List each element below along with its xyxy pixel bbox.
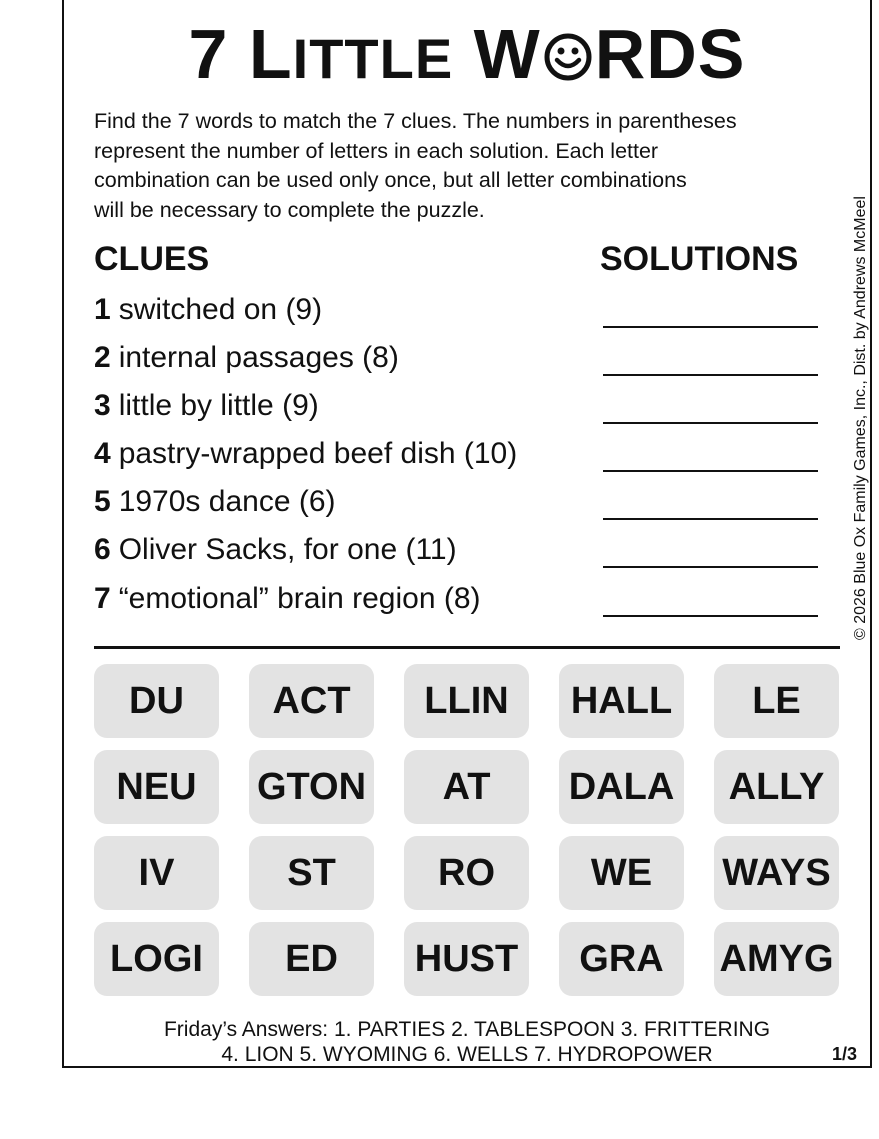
- instructions: [94, 107, 844, 225]
- letter-tile[interactable]: ED: [249, 922, 374, 996]
- smiley-face-icon: [543, 32, 593, 82]
- instructions-line: represent the number of letters in each solution. Each letter: [94, 138, 659, 163]
- letter-tile[interactable]: HUST: [404, 922, 529, 996]
- clue-5: [94, 485, 336, 525]
- letter-tile[interactable]: WE: [559, 836, 684, 910]
- title-rds: RDS: [594, 15, 746, 93]
- page-indicator: 1/3: [832, 1044, 858, 1064]
- clue-number: 3: [94, 389, 111, 422]
- clue-2: [94, 341, 399, 381]
- solution-line-2[interactable]: [603, 374, 818, 376]
- previous-answers: [62, 1017, 872, 1067]
- title-number: 7: [188, 15, 229, 93]
- solutions-header: SOLUTIONS: [600, 240, 799, 278]
- title-letter-l: L: [248, 15, 293, 93]
- solution-line-1[interactable]: [603, 326, 818, 328]
- letter-tile[interactable]: GRA: [559, 922, 684, 996]
- letter-tile[interactable]: DU: [94, 664, 219, 738]
- solution-line-4[interactable]: [603, 470, 818, 472]
- clue-number: 1: [94, 293, 111, 326]
- clue-number: 4: [94, 437, 111, 470]
- clues-header: CLUES: [94, 240, 210, 278]
- clue-number: 6: [94, 533, 111, 566]
- clue-number: 5: [94, 485, 111, 518]
- clue-4: [94, 437, 517, 477]
- instructions-line: Find the 7 words to match the 7 clues. The numbers in parentheses: [94, 109, 737, 133]
- letter-tile[interactable]: DALA: [559, 750, 684, 824]
- solution-line-7[interactable]: [603, 615, 818, 617]
- letter-tile[interactable]: ACT: [249, 664, 374, 738]
- clue-3: [94, 389, 319, 429]
- answers-line: 4. LION 5. WYOMING 6. WELLS 7. HYDROPOWER: [221, 1043, 713, 1066]
- letter-tile[interactable]: LOGI: [94, 922, 219, 996]
- clue-1: [94, 293, 322, 333]
- letter-tile[interactable]: NEU: [94, 750, 219, 824]
- clue-text: “emotional” brain region (8): [118, 582, 481, 615]
- letter-tile[interactable]: LLIN: [404, 664, 529, 738]
- letter-tile[interactable]: AMYG: [714, 922, 839, 996]
- letter-tile[interactable]: ST: [249, 836, 374, 910]
- title-letter-w: W: [473, 15, 541, 93]
- solution-line-6[interactable]: [603, 566, 818, 568]
- copyright-notice: © 2026 Blue Ox Family Games, Inc., Dist. by Andrews McMeel: [852, 196, 869, 640]
- clue-7: [94, 582, 481, 622]
- clue-number: 2: [94, 341, 111, 374]
- letter-tile[interactable]: RO: [404, 836, 529, 910]
- letter-tile[interactable]: WAYS: [714, 836, 839, 910]
- title-ittle: ITTLE: [292, 27, 454, 90]
- instructions-line: combination can be used only once, but all letter combinations: [94, 168, 687, 192]
- clue-text: Oliver Sacks, for one (11): [118, 533, 457, 566]
- letter-tile[interactable]: ALLY: [714, 750, 839, 824]
- answers-line: Friday’s Answers: 1. PARTIES 2. TABLESPOON 3. FRITTERING: [163, 1018, 771, 1041]
- letter-tile[interactable]: AT: [404, 750, 529, 824]
- clue-text: 1970s dance (6): [118, 485, 336, 518]
- puzzle-title: [62, 8, 872, 105]
- divider: [94, 646, 840, 649]
- solution-line-3[interactable]: [603, 422, 818, 424]
- letter-tile[interactable]: LE: [714, 664, 839, 738]
- letter-tile[interactable]: HALL: [559, 664, 684, 738]
- clue-text: internal passages (8): [118, 341, 399, 374]
- clue-number: 7: [94, 582, 111, 615]
- clue-6: [94, 533, 457, 573]
- instructions-line: will be necessary to complete the puzzle.: [94, 197, 485, 222]
- clue-text: little by little (9): [118, 389, 319, 422]
- letter-tile[interactable]: IV: [94, 836, 219, 910]
- clue-text: switched on (9): [118, 293, 323, 326]
- letter-tile[interactable]: GTON: [249, 750, 374, 824]
- clue-text: pastry-wrapped beef dish (10): [118, 437, 518, 470]
- solution-line-5[interactable]: [603, 518, 818, 520]
